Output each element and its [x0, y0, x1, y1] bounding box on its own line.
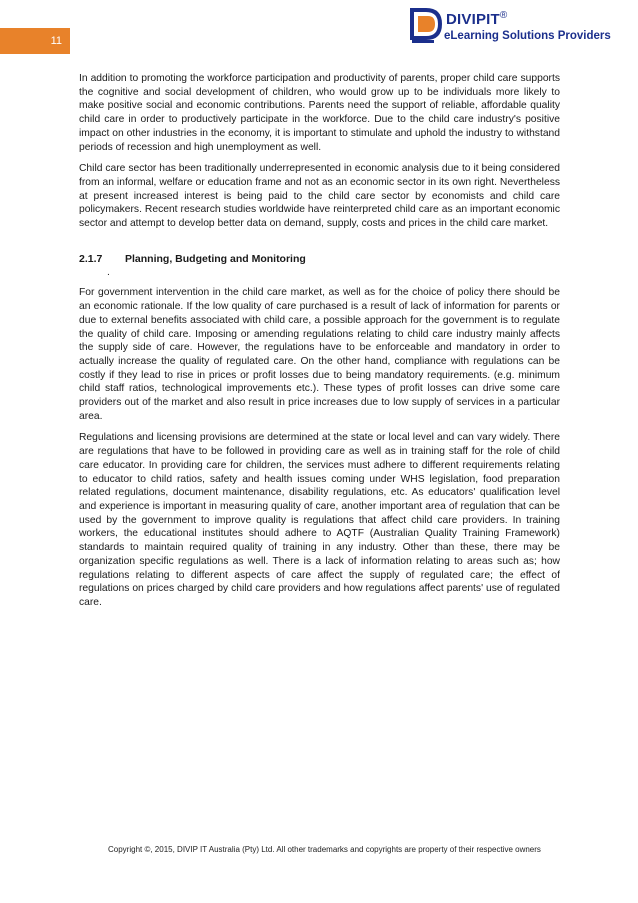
- section-number: 2.1.7: [79, 252, 103, 265]
- document-body: [79, 72, 560, 618]
- company-logo: [408, 4, 630, 48]
- page-number: 11: [50, 35, 62, 47]
- section-heading: [79, 253, 560, 267]
- page-number-tab: [0, 28, 70, 54]
- section-title: Planning, Budgeting and Monitoring: [125, 252, 306, 265]
- paragraph-2: Child care sector has been traditionally underrepresented in economic analysis due to it being considered from an informal, welfare or education frame and not as an economic sector in its own right. Nevertheless at present increased interest is being paid to the child care sector by economists and child care policymakers. Recent research studies worldwide have reinterpreted child care as an important economic sector and attempt to develop better data on demand, supply, costs and prices in the child care market.: [79, 163, 560, 230]
- logo-tagline: eLearning Solutions Providers: [444, 30, 611, 42]
- heading-dot: .: [107, 267, 110, 279]
- paragraph-4: Regulations and licensing provisions are determined at the state or local level and can vary widely. There are regulations that have to be followed in providing care as well as in training staff for the role of child care educator. In providing care for children, the services must adhere to different requirements relating to educator to child ratios, safety and health issues coming under WHS legislation, food preparation related regulations, document maintenance, disability regulations, etc. As educators' qualification level and experience is important in measuring quality of care, another important area of regulation that can be used by the government to improve quality is regulations that affect child care providers. In training workers, the educational institutes should adhere to AQTF (Australian Quality Training Framework) standards to maintain required quality of training in any industry. Other than these, there may be organization specific regulations as well. There is a lack of information relating to areas such as; how regulations relating to different aspects of care affect the supply of regulated care; the effect of regulations on prices charged by child care providers and how regulations affect parents' use of regulated care.: [79, 432, 560, 608]
- paragraph-3: For government intervention in the child care market, as well as for the choice of policy there should be an economic rationale. If the low quality of care purchased is a result of lack of information for parents or due to external benefits associated with child care, a possible approach for the government is to regulate the quality of child care. Imposing or amending regulations relating to child care industry mainly affects the supply side of care. However, the regulations have to be enforceable and mandatory in order to actually increase the quality of regulated care. On the other hand, compliance with regulations can be costly if they lead to rise in prices or profit losses due to being mandatory requirements. (e.g. minimum child staff ratios, technological improvements etc.). These types of profit losses can drive some care providers out of the market and also result in price increases due to low supply of services in a particular area.: [79, 287, 560, 422]
- logo-brand-text: DIVIPIT®: [446, 10, 508, 28]
- footer-copyright: Copyright ©, 2015, DIVIP IT Australia (Pty) Ltd. All other trademarks and copyrights are property of their respective owners: [108, 845, 541, 854]
- paragraph-1: In addition to promoting the workforce participation and productivity of parents, proper child care supports the cognitive and social development of children, who would grow up to be individuals more likely to make positive social and economic contributions. Parents need the support of reliable, affordable quality child care in order to productively participate in the workforce. Due to the child care industry's positive impact on other industries in the economy, it is important to stimulate and uphold the industry to withstand periods of recession and high unemployment as well.: [79, 73, 560, 153]
